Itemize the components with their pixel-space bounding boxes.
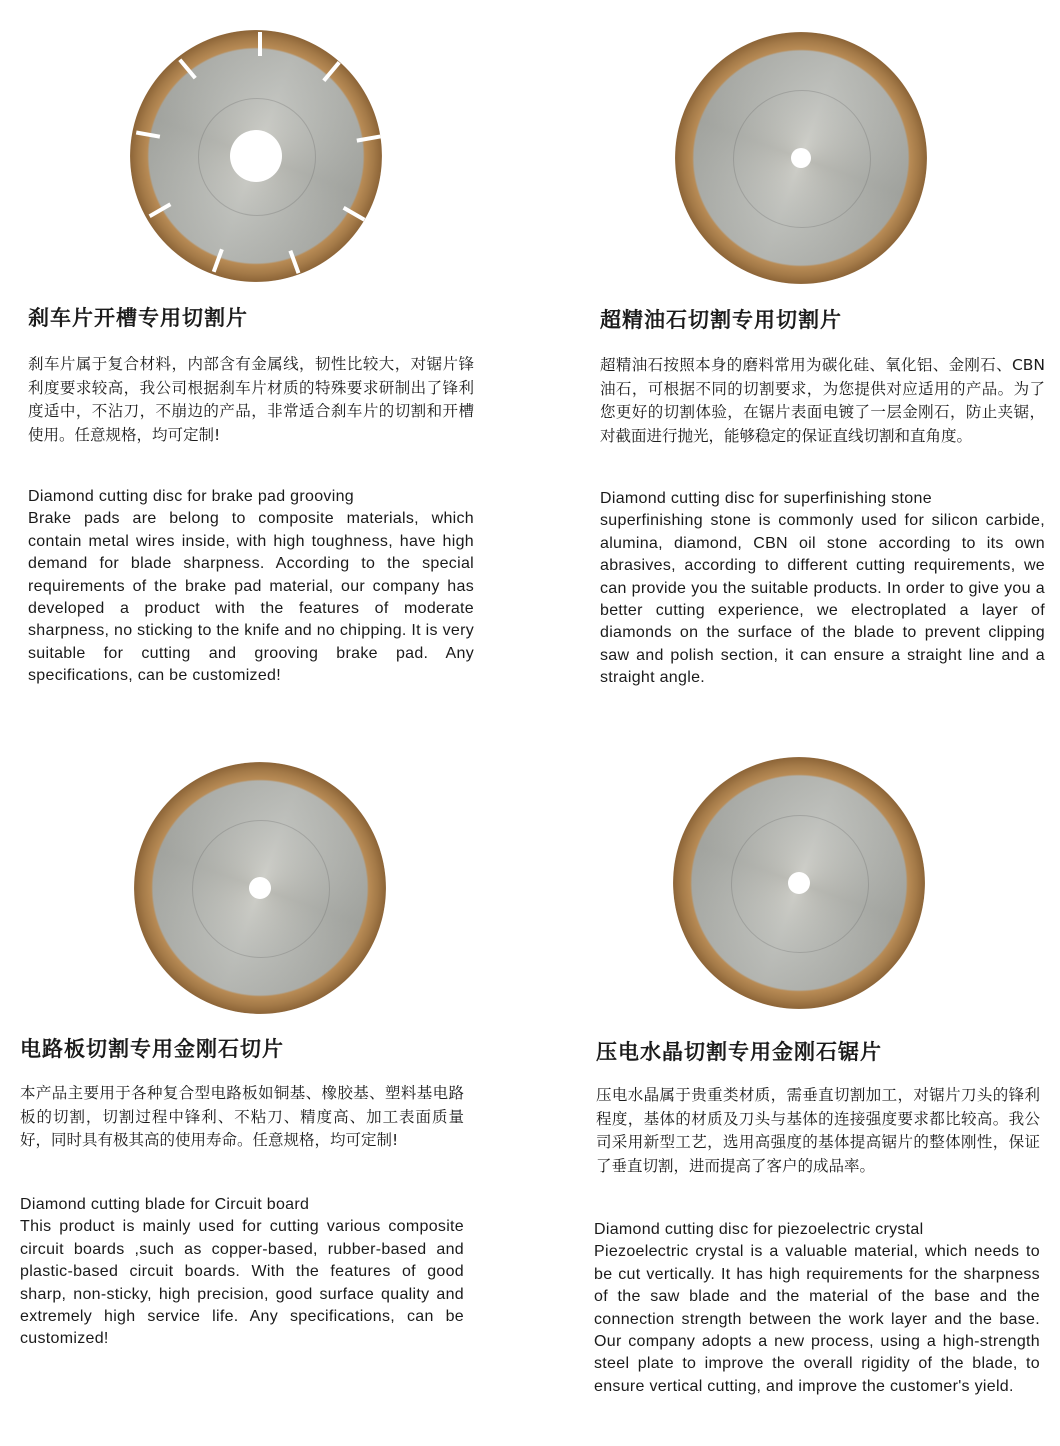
product-title: 电路板切割专用金刚石切片 — [20, 1037, 284, 1061]
product-description-en — [28, 486, 474, 688]
arbor-hole — [788, 872, 810, 894]
product-title: 压电水晶切割专用金刚石锯片 — [596, 1040, 882, 1064]
arbor-hole — [230, 130, 282, 182]
product-description-en — [600, 488, 1045, 690]
piezoelectric-blade-image — [681, 765, 917, 1001]
product-en-body: This product is mainly used for cutting various composite circuit boards ,such as copper-based, rubber-based and plastic-based circuit boards. With the features of good sharp, non-sticky, high precision, good surface quality and extremely high service life. Any specifications, can be customized! — [20, 1218, 464, 1348]
arbor-hole — [791, 148, 811, 168]
thin-rim-blade-image — [683, 40, 919, 276]
product-en-title: Diamond cutting disc for brake pad grooving — [28, 488, 354, 505]
product-description-en — [594, 1219, 1040, 1398]
product-title: 超精油石切割专用切割片 — [600, 308, 842, 332]
product-description-en — [20, 1194, 464, 1351]
product-description-cn: 压电水晶属于贵重类材质，需垂直切割加工，对锯片刀头的锋利程度，基体的材质及刀头与基体的连接强度要求都比较高。我公司采用新型工艺，选用高强度的基体提高锯片的整体刚性，保证了垂直切割，进而提高了客户的成品率。 — [596, 1086, 1040, 1175]
product-en-title: Diamond cutting disc for piezoelectric crystal — [594, 1221, 924, 1238]
product-en-title: Diamond cutting disc for superfinishing stone — [600, 490, 932, 507]
arbor-hole — [249, 877, 271, 899]
slotted-blade-image — [138, 38, 374, 274]
product-title: 刹车片开槽专用切割片 — [28, 306, 248, 330]
product-en-body: superfinishing stone is commonly used for silicon carbide, alumina, diamond, CBN oil stone according to its own abrasives, according to different cutting requirements, we can provide you the suitable products. In order to give you a better cutting experience, we electroplated a layer of diamonds on the surface of the blade to prevent clipping saw and polish section, it can ensure a straight line and a straight angle. — [600, 512, 1045, 687]
product-en-body: Piezoelectric crystal is a valuable material, which needs to be cut vertically. It has high requirements for the sharpness of the saw blade and the material of the base and the connection strength between the work layer and the base. Our company adopts a new process, using a high-strength steel plate to improve the overall rigidity of the blade, to ensure vertical cutting, and improve the customer's yield. — [594, 1243, 1040, 1395]
product-description-cn: 刹车片属于复合材料，内部含有金属线，韧性比较大，对锯片锋利度要求较高，我公司根据刹车片材质的特殊要求研制出了锋利度适中，不沾刀，不崩边的产品，非常适合刹车片的切割和开槽使用。任意规格，均可定制! — [28, 355, 474, 444]
circuit-board-blade-image — [142, 770, 378, 1006]
product-description-cn: 本产品主要用于各种复合型电路板如铜基、橡胶基、塑料基电路板的切割，切割过程中锋利、不粘刀、精度高、加工表面质量好，同时具有极其高的使用寿命。任意规格，均可定制! — [20, 1084, 464, 1149]
product-en-body: Brake pads are belong to composite materials, which contain metal wires inside, with high toughness, have high demand for blade sharpness. According to the special requirements of the brake pad material, our company has developed a product with the features of moderate sharpness, no sticking to the knife and no chipping. It is very suitable for cutting and grooving brake pad. Any specifications, can be customized! — [28, 510, 474, 685]
product-description-cn: 超精油石按照本身的磨料常用为碳化硅、氧化铝、金刚石、CBN油石，可根据不同的切割要求，为您提供对应适用的产品。为了您更好的切割体验，在锯片表面电镀了一层金刚石，防止夹锯，对截面进行抛光，能够稳定的保证直线切割和直角度。 — [600, 356, 1045, 445]
product-en-title: Diamond cutting blade for Circuit board — [20, 1196, 310, 1213]
